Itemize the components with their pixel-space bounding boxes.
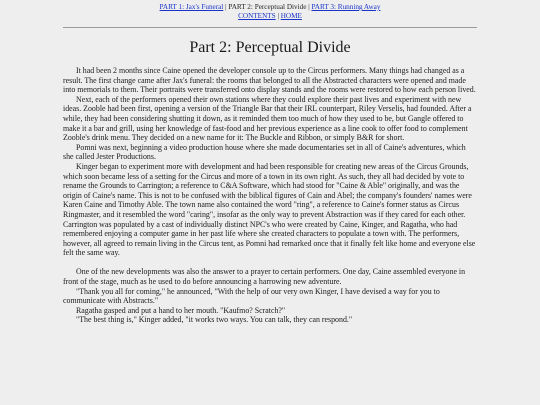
header-divider xyxy=(63,27,477,28)
story-paragraph: "Thank you all for coming," he announced, "With the help of our very own Kinger, I have devised a way for you to communicate with Abstracts." xyxy=(63,286,440,306)
nav-separator: | xyxy=(308,3,310,11)
current-chapter-label: PART 2: Perceptual Divide xyxy=(228,3,307,11)
chapter-title: Part 2: Perceptual Divide xyxy=(189,39,351,56)
story-paragraph: It had been 2 months since Caine opened the developer console up to the Circus performers. Many things had changed as a result. The first change came after Jax's funeral: the rooms that belonged to all the Abstracted characters were opened and made into memorials to them. Their portraits were transferred onto display stands and the rooms were restored to how each person lived. xyxy=(63,66,476,95)
story-paragraph: Next, each of the performers opened their own stations where they could explore their past lives and experiment with new ideas. Zooble had been first, opening a version of the Triangle Bar that their IRL counterpart, Riley Verselis, had founded. After a while, they had been considering shutting it down, as it reminded them too much of how they used to be, but Gangle offered to make it a bar and grill, using her knowledge of fast-food and her previous experience as a line cook to offer food to complement Zooble's drink menu. They decided on a new name for it: The Buckle and Ribbon, or simply B&R for short. xyxy=(63,94,472,143)
next-chapter-link[interactable]: PART 3: Running Away xyxy=(311,3,381,11)
story-paragraph: One of the new developments was also the answer to a prayer to certain performers. One day, Caine assembled everyone in front of the stage, much as he used to do before announcing a harrowing new adventure. xyxy=(63,267,466,287)
story-body xyxy=(63,66,477,325)
story-paragraph: Ragatha gasped and put a hand to her mouth. "Kaufmo? Scratch?" xyxy=(76,305,286,315)
nav-separator: | xyxy=(277,12,279,20)
prev-chapter-link[interactable]: PART 1: Jax's Funeral xyxy=(159,3,224,11)
story-paragraph: Pomni was next, beginning a video production house where she made documentaries set in all of Caine's adventures, which she called Jester Productions. xyxy=(63,142,466,162)
site-nav-line xyxy=(0,12,540,21)
story-paragraph: "The best thing is," Kinger added, "it works two ways. You can talk, they can respond." xyxy=(76,315,353,325)
nav-separator: | xyxy=(225,3,227,11)
chapter-navigation xyxy=(0,0,540,21)
home-link[interactable]: HOME xyxy=(280,12,302,20)
contents-link[interactable]: CONTENTS xyxy=(238,12,276,20)
story-paragraph: Kinger began to experiment more with development and had been responsible for creating new areas of the Circus Grounds, which soon became less of a setting for the Circus and more of a town in its own right. As such, they all had decided by vote to rename the Grounds to Carrington; a reference to C&A Software, which had stood for "Caine & Able" originally, and was the origin of Caine's name. This is not to be confused with the biblical figures of Cain and Abel; the company's founders' names were Karen Caine and Timothy Able. The town name also contained the word "ring", a reference to Caine's former status as Circus Ringmaster, and it resembled the word "caring", insofar as the only way to prevent Abstraction was if they cared for each other. Carrington was populated by a cast of individually distinct NPC's who were created by Caine, Kinger, and Ragatha, who had remembered enjoying a computer game in her past life where she created characters to populate a town with. The performers, however, all agreed to remain living in the Circus tent, as Pomni had remarked once that it finally felt like home and everyone else felt the same way. xyxy=(63,161,476,258)
chapter-nav-line xyxy=(0,3,540,12)
